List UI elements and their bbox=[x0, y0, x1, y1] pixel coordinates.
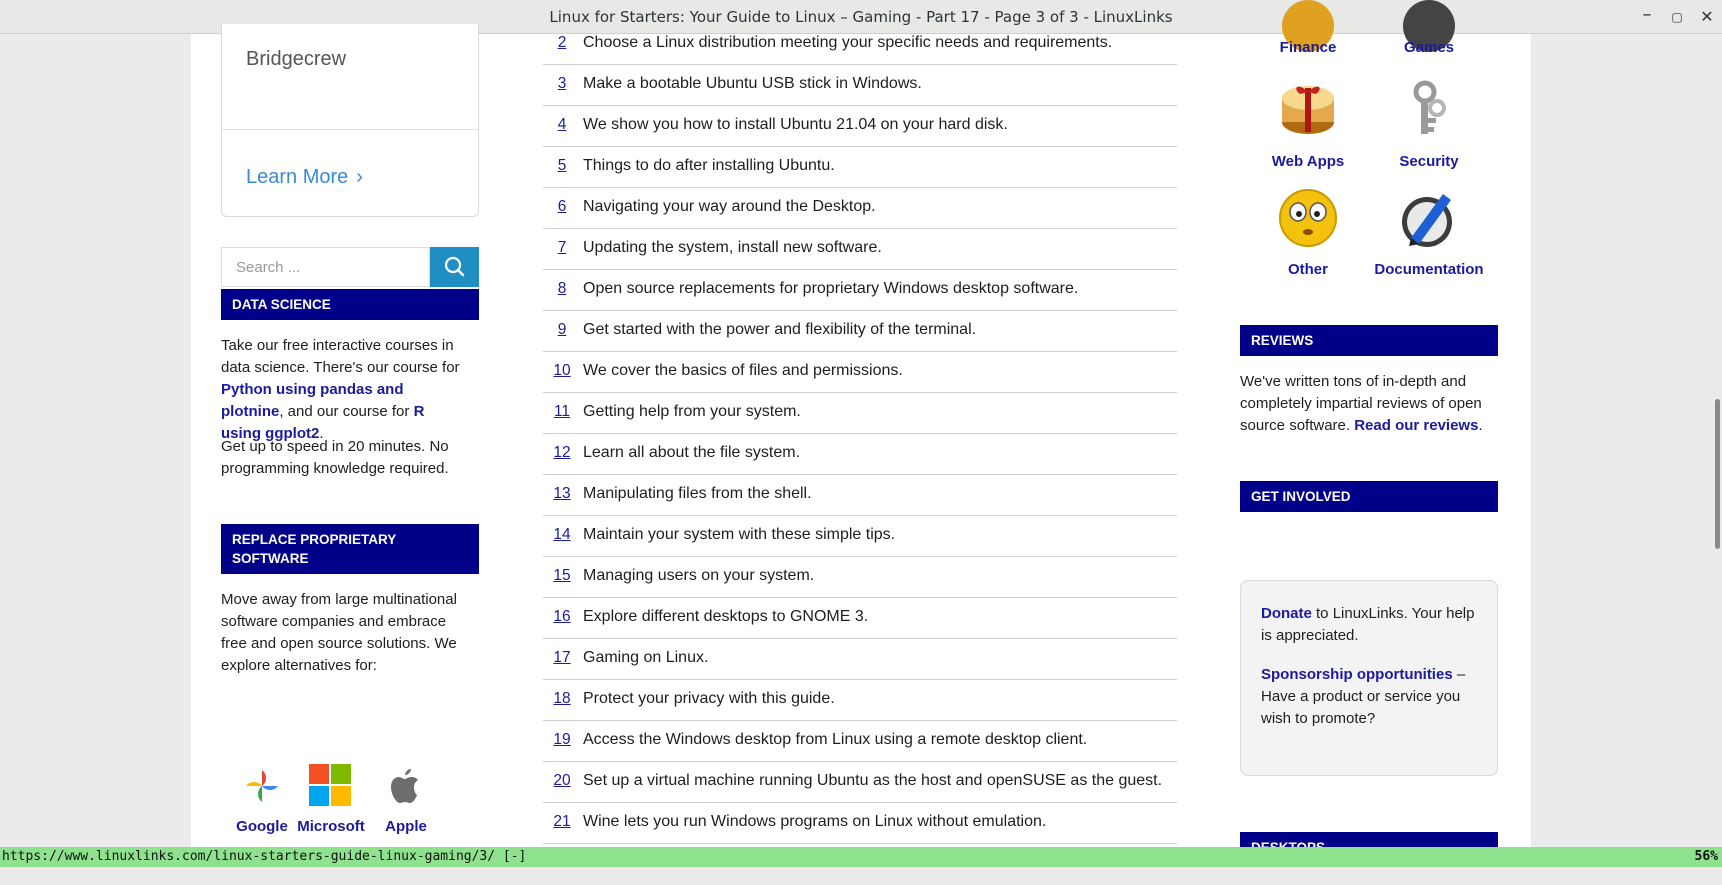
get-involved-box bbox=[1240, 580, 1498, 776]
data-science-intro: Take our free interactive courses in data science. There's our course for bbox=[221, 337, 460, 376]
chevron-right-icon: › bbox=[356, 166, 363, 188]
reviews-intro: We've written tons of in-depth and completely impartial reviews of open source software. bbox=[1240, 373, 1482, 434]
reviews-heading: REVIEWS bbox=[1240, 325, 1498, 356]
search-icon bbox=[430, 247, 479, 287]
table-row bbox=[543, 24, 1177, 65]
status-url: https://www.linuxlinks.com/linux-starters-guide-linux-gaming/3/ [-] bbox=[2, 849, 527, 864]
table-row bbox=[543, 721, 1177, 762]
search-button[interactable] bbox=[430, 247, 479, 287]
table-row bbox=[543, 516, 1177, 557]
ad-card bbox=[221, 24, 479, 217]
part-description: Things to do after installing Ubuntu. bbox=[583, 157, 835, 174]
search-input[interactable] bbox=[221, 247, 430, 287]
part-description: Manipulating files from the shell. bbox=[583, 485, 812, 502]
part-description: Maintain your system with these simple tips. bbox=[583, 526, 896, 543]
microsoft-icon bbox=[309, 764, 353, 808]
window-title: Linux for Starters: Your Guide to Linux – Gaming - Part 17 - Page 3 of 3 - LinuxLinks bbox=[549, 8, 1173, 26]
replace-proprietary-heading: REPLACE PROPRIETARY SOFTWARE bbox=[221, 524, 479, 574]
scrollbar-thumb[interactable] bbox=[1715, 399, 1720, 549]
part-description: Gaming on Linux. bbox=[583, 649, 709, 666]
part-description: Protect your privacy with this guide. bbox=[583, 690, 835, 707]
part-link[interactable]: 13 bbox=[553, 485, 571, 502]
category-label: Other bbox=[1287, 261, 1328, 278]
reviews-text bbox=[1240, 371, 1498, 437]
part-link[interactable]: 17 bbox=[553, 649, 571, 666]
table-row bbox=[543, 393, 1177, 434]
part-description: Open source replacements for proprietary Windows desktop software. bbox=[583, 280, 1079, 297]
bottom-strip bbox=[0, 867, 1722, 885]
category-label: Games bbox=[1403, 39, 1455, 56]
learn-more-label: Learn More bbox=[246, 166, 349, 188]
part-link[interactable]: 18 bbox=[553, 690, 571, 707]
table-row bbox=[543, 475, 1177, 516]
table-row bbox=[543, 65, 1177, 106]
alternatives-brands bbox=[221, 764, 479, 848]
data-science-note: Get up to speed in 20 minutes. No programming knowledge required. bbox=[221, 438, 449, 477]
part-description: Managing users on your system. bbox=[583, 567, 815, 584]
part-link[interactable]: 4 bbox=[557, 116, 567, 133]
ad-brand-name: Bridgecrew bbox=[246, 48, 347, 70]
part-link[interactable]: 6 bbox=[557, 198, 567, 215]
table-row bbox=[543, 352, 1177, 393]
ad-divider bbox=[222, 129, 478, 130]
part-link[interactable]: 10 bbox=[553, 362, 571, 379]
google-photos-icon bbox=[240, 764, 284, 808]
vertical-scrollbar[interactable] bbox=[1712, 34, 1722, 847]
part-link[interactable]: 7 bbox=[557, 239, 567, 256]
part-description: Learn all about the file system. bbox=[583, 444, 801, 461]
part-link[interactable]: 9 bbox=[557, 321, 567, 338]
minimize-button[interactable]: – bbox=[1642, 4, 1652, 25]
data-science-mid: , and our course for bbox=[279, 403, 414, 420]
sponsorship-link[interactable]: Sponsorship opportunities bbox=[1261, 666, 1453, 683]
table-row bbox=[543, 311, 1177, 352]
search-form bbox=[221, 247, 479, 287]
part-description: Explore different desktops to GNOME 3. bbox=[583, 608, 869, 625]
donate-link[interactable]: Donate bbox=[1261, 605, 1312, 622]
table-row bbox=[543, 229, 1177, 270]
part-description: Getting help from your system. bbox=[583, 403, 801, 420]
read-reviews-link[interactable]: Read our reviews bbox=[1354, 417, 1479, 434]
browser-viewport bbox=[0, 34, 1722, 847]
part-link[interactable]: 19 bbox=[553, 731, 571, 748]
part-description: Make a bootable Ubuntu USB stick in Windows. bbox=[583, 75, 922, 92]
table-row bbox=[543, 803, 1177, 844]
category-label: Security bbox=[1399, 153, 1459, 170]
part-description: Set up a virtual machine running Ubuntu as the host and openSUSE as the guest. bbox=[583, 772, 1163, 789]
table-row bbox=[543, 762, 1177, 803]
reviews-post: . bbox=[1478, 417, 1483, 434]
table-row bbox=[543, 557, 1177, 598]
category-label: Web Apps bbox=[1271, 153, 1345, 170]
sponsor-desc: – Have a product or service you wish to promote? bbox=[1261, 666, 1466, 727]
donate-desc: to LinuxLinks. Your help is appreciated. bbox=[1261, 605, 1475, 644]
pen-icon bbox=[1397, 186, 1461, 250]
table-row bbox=[543, 270, 1177, 311]
table-row bbox=[543, 598, 1177, 639]
part-link[interactable]: 3 bbox=[557, 75, 567, 92]
table-row bbox=[543, 188, 1177, 229]
part-link[interactable]: 20 bbox=[553, 772, 571, 789]
donate-text bbox=[1261, 603, 1481, 647]
part-link[interactable]: 5 bbox=[557, 157, 567, 174]
part-description: Choose a Linux distribution meeting your specific needs and requirements. bbox=[583, 34, 1113, 51]
part-link[interactable]: 21 bbox=[553, 813, 571, 830]
part-description: Navigating your way around the Desktop. bbox=[583, 198, 876, 215]
keys-icon bbox=[1397, 78, 1461, 142]
smiley-icon bbox=[1276, 186, 1340, 250]
part-link[interactable]: 12 bbox=[553, 444, 571, 461]
part-description: Access the Windows desktop from Linux using a remote desktop client. bbox=[583, 731, 1088, 748]
table-row bbox=[543, 639, 1177, 680]
close-button[interactable]: ✕ bbox=[1700, 7, 1714, 26]
get-involved-heading: GET INVOLVED bbox=[1240, 481, 1498, 512]
zoom-level: 56% bbox=[1694, 849, 1718, 864]
table-row bbox=[543, 434, 1177, 475]
google-label: Google bbox=[236, 818, 288, 835]
python-course-link[interactable]: Python using pandas and plotnine bbox=[221, 381, 404, 420]
part-description: Wine lets you run Windows programs on Linux without emulation. bbox=[583, 813, 1047, 830]
part-link[interactable]: 2 bbox=[557, 34, 567, 51]
part-link[interactable]: 8 bbox=[557, 280, 567, 297]
page-content bbox=[191, 34, 1531, 847]
part-link[interactable]: 15 bbox=[553, 567, 571, 584]
part-description: Updating the system, install new software. bbox=[583, 239, 882, 256]
microsoft-label: Microsoft bbox=[297, 818, 365, 835]
data-science-text bbox=[221, 335, 461, 445]
table-row bbox=[543, 147, 1177, 188]
learn-more-link[interactable] bbox=[246, 166, 363, 189]
maximize-button[interactable]: ▢ bbox=[1671, 10, 1683, 24]
data-science-post: . bbox=[319, 425, 324, 442]
r-course-link[interactable]: R using ggplot2 bbox=[221, 403, 425, 442]
category-label: Documentation bbox=[1374, 261, 1484, 278]
table-row bbox=[543, 680, 1177, 721]
category-label: Finance bbox=[1279, 39, 1337, 56]
part-link[interactable]: 16 bbox=[553, 608, 571, 625]
table-row bbox=[543, 106, 1177, 147]
part-link[interactable]: 14 bbox=[553, 526, 571, 543]
part-link[interactable]: 11 bbox=[553, 403, 571, 420]
apple-icon bbox=[384, 764, 428, 808]
sponsor-text bbox=[1261, 664, 1481, 730]
replace-proprietary-text: Move away from large multinational software companies and embrace free and open source solutions. We explore alternatives for: bbox=[221, 591, 457, 674]
apple-label: Apple bbox=[385, 818, 427, 835]
data-science-heading: DATA SCIENCE bbox=[221, 289, 479, 320]
status-bar bbox=[0, 847, 1722, 867]
part-description: We show you how to install Ubuntu 21.04 on your hard disk. bbox=[583, 116, 1008, 133]
gift-box-icon bbox=[1276, 78, 1340, 142]
part-description: Get started with the power and flexibility of the terminal. bbox=[583, 321, 977, 338]
part-description: We cover the basics of files and permissions. bbox=[583, 362, 903, 379]
